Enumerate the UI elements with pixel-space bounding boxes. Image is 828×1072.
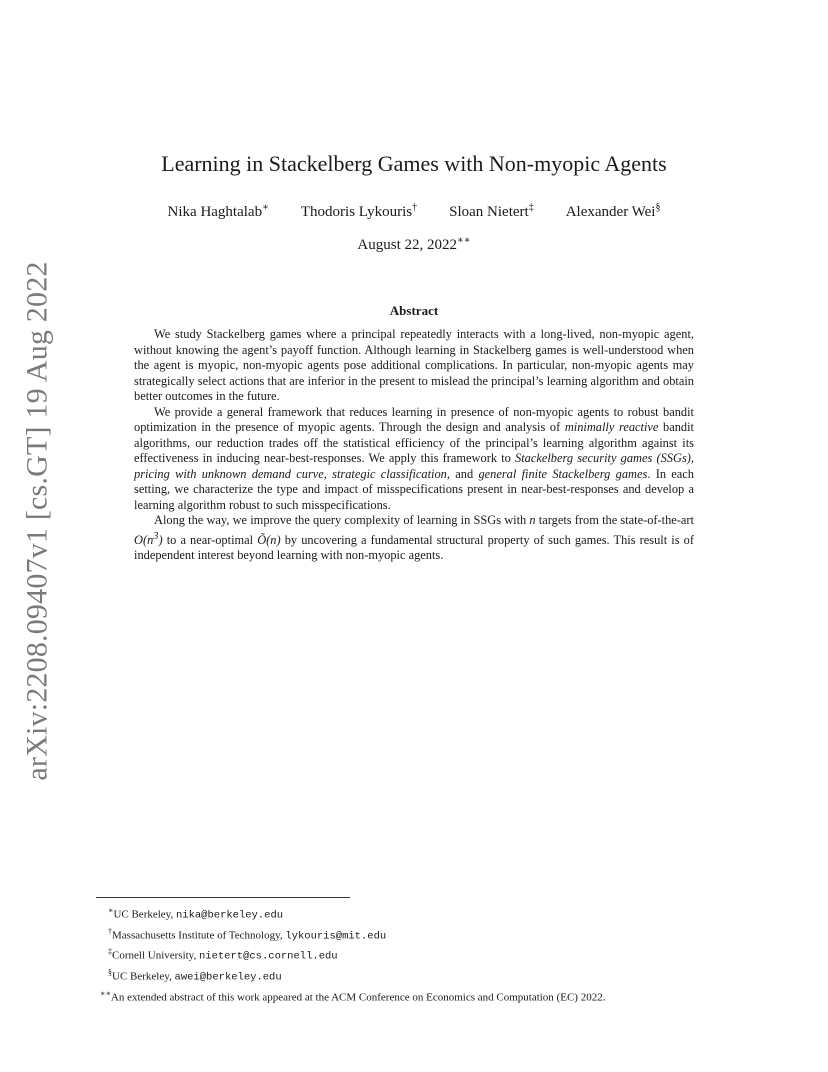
date-footnote-mark: ∗∗ xyxy=(457,235,471,246)
date-text: August 22, 2022 xyxy=(357,237,457,253)
paper-title: Learning in Stackelberg Games with Non-myopic Agents xyxy=(161,151,667,176)
text-run: bandit algorithms, our reduction trades off the statistical efficiency of the principal’s learning algorithm against its effectiveness in inducing near-best-responses. We apply this framework to xyxy=(134,420,694,465)
email-link[interactable]: awei@berkeley.edu xyxy=(174,971,282,984)
author xyxy=(566,198,661,222)
math-exponent: 3 xyxy=(153,530,159,542)
text-run: . In each setting, we characterize the type and impact of misspecifications present in near-best-responses and develop a learning algorithm robust to such misspecifications. xyxy=(134,466,694,512)
author-name: Alexander Wei xyxy=(565,204,656,220)
footnote xyxy=(108,903,768,924)
author xyxy=(168,198,269,222)
author-name: Thodoris Lykouris xyxy=(300,204,413,220)
footnote xyxy=(100,986,768,1006)
emphasis: general finite Stackelberg games xyxy=(478,466,648,481)
text-run: by uncovering a fundamental structural property of such games. This result is of independent interest beyond learning with non-myopic agents. xyxy=(134,532,694,563)
footnote-text: Cornell University, xyxy=(112,949,199,962)
footnote xyxy=(108,944,768,965)
text-run: to a near-optimal xyxy=(162,532,258,547)
abstract-heading: Abstract xyxy=(389,303,439,318)
author-footnote-mark: ‡ xyxy=(528,202,534,213)
email-link[interactable]: nika@berkeley.edu xyxy=(175,909,284,922)
abstract-paragraph-3 xyxy=(134,513,694,564)
author-footnote-mark: ∗ xyxy=(262,202,269,213)
author-name: Nika Haghtalab xyxy=(167,204,263,220)
author xyxy=(449,198,534,222)
text-run: and xyxy=(449,466,479,481)
arxiv-identifier-text: arXiv:2208.09407v1 [cs.GT] 19 Aug 2022 xyxy=(21,261,54,781)
footnote-text: An extended abstract of this work appeared at the ACM Conference on Economics and Computation (EC) 2022. xyxy=(110,991,606,1004)
text-run: Along the way, we improve the query complexity of learning in SSGs with xyxy=(154,513,530,527)
footnote-mark: † xyxy=(108,926,112,936)
abstract-paragraph-2 xyxy=(134,405,694,514)
abstract-body xyxy=(134,327,694,564)
text-run: We provide a general framework that reduces learning in presence of non-myopic agents to robust bandit optimization in the presence of myopic agents. Through the design and analysis of xyxy=(134,404,694,434)
footnote-mark: § xyxy=(108,967,112,977)
email-link[interactable]: lykouris@mit.edu xyxy=(285,930,387,943)
math-text: O(n xyxy=(134,532,154,547)
math-text: ) xyxy=(158,532,163,547)
math-variable: n xyxy=(529,513,536,527)
footnote-mark: ∗∗ xyxy=(100,988,111,998)
footnote-text: Massachusetts Institute of Technology, xyxy=(112,929,286,942)
footnote xyxy=(108,924,768,945)
author xyxy=(301,198,417,222)
emphasis: minimally reactive xyxy=(564,420,659,434)
math-expression: Õ(n) xyxy=(257,532,281,547)
paper-date xyxy=(0,231,828,255)
footnotes xyxy=(100,903,768,1005)
footnote-text: UC Berkeley, xyxy=(112,970,175,983)
author-footnote-mark: § xyxy=(655,202,661,213)
math-expression xyxy=(134,530,163,547)
abstract-paragraph-1: We study Stackelberg games where a principal repeatedly interacts with a long-lived, non-myopic agent, without knowing the agent’s payoff function. Although learning in Stackelberg games is well-understood when the agent is myopic, non-myopic agents pose additional complications. In particular, non-myopic agents may strategically select actions that are inferior in the present to mislead the principal’s learning algorithm and obtain better outcomes in the future. xyxy=(134,327,694,403)
author-name: Sloan Nietert xyxy=(449,204,529,220)
email-link[interactable]: nietert@cs.cornell.edu xyxy=(198,950,338,963)
arxiv-identifier-stamp xyxy=(16,261,60,781)
footnote-divider xyxy=(96,897,350,898)
author-list xyxy=(0,198,828,222)
footnote-mark: ∗ xyxy=(108,906,114,915)
author-footnote-mark: † xyxy=(412,202,418,213)
emphasis: Stackelberg security games (SSGs), pricing with unknown demand curve, strategic classification, xyxy=(134,451,694,481)
text-run: targets from the state-of-the-art xyxy=(535,513,694,527)
footnote xyxy=(108,965,768,986)
footnote-text: UC Berkeley, xyxy=(113,908,176,921)
footnote-mark: ‡ xyxy=(108,947,112,957)
